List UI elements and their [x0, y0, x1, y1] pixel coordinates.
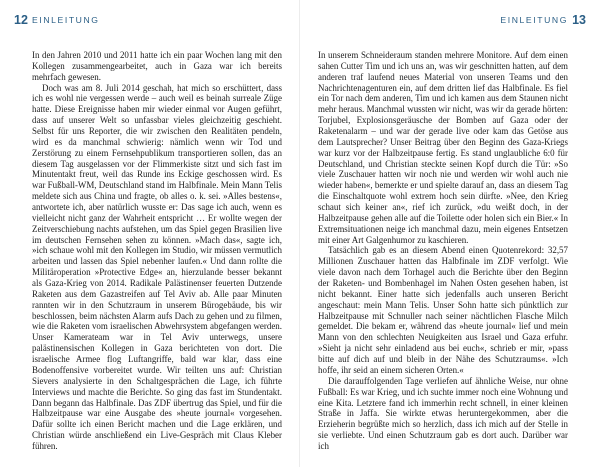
page-number: 12 — [14, 13, 28, 27]
paragraph: Tatsächlich gab es an diesem Abend einen Quotenrekord: 32,57 Millionen Zuschauer hatten das Halbfinale im ZDF verfolgt. Wie viele davon nach dem Torhagel auch die Berichte über den Beginn der Raketen- und Bombenhagel im Nahen Osten gesehen haben, ist nicht bekannt. Einer hatte sich jedenfalls auch unseren Bericht angeschaut: mein Mann Telis. Unser Sohn hatte sich pünktlich zur Halbzeitpause mit Schnuller nach seiner nächtlichen Flasche Milch gemeldet. Die bekam er, während das »heute journal« lief und mein Mann von den schlechten Neuigkeiten aus Israel und Gaza erfuhr. »Sieht ja nicht sehr einladend aus bei euch«, schrieb er mir, »pass bitte auf dich auf und bleib in der Nähe des Schutzraums«. »Ich hoffe, ihr seid an einem sicheren Orten.« — [318, 245, 568, 375]
body-text — [32, 50, 282, 452]
paragraph: Doch was am 8. Juli 2014 geschah, hat mich so erschüttert, dass ich es wohl nie vergessen werde – auch weil es beinah surreale Züge hatte. Diese Ereignisse haben mir wieder einmal vor Augen geführt, dass auf unserer Welt so unfassbar vieles gleichzeitig geschieht. Selbst für uns Reporter, die wir zwischen den Realitäten pendeln, wird es da manchmal schwierig: nämlich wenn wir Tod und Zerstörung zu einem Fernsehpublikum transportieren sollen, das an diesem Tag ausgelassen vor der Flimmerkiste sitzt und sich fast im Minutentakt freut, weil das Runde ins Eckige geschossen wird. Es war Fußball-WM, Deutschland stand im Halbfinale. Mein Mann Telis meldete sich aus China und fragte, ob alles o. k. sei. »Alles bestens«, antwortete ich, aber natürlich wusste er: Das sage ich auch, wenn es vielleicht nicht ganz der Wahrheit entspricht … Er wollte wegen der Zeitverschiebung nachts aufstehen, um das Spiel gegen Brasilien live im deutschen Fernsehen sehen zu können. »Mach das«, sagte ich, »ich schaue wohl mit den Kollegen im Studio, wir müssen vermutlich arbeiten und lassen das Spiel nebenher laufen.« Und dann rollte die Militäroperation »Protective Edge« an, hierzulande besser bekannt als Gaza-Krieg von 2014. Radikale Palästinenser feuerten Dutzende Raketen aus dem Gazastreifen auf Tel Aviv ab. Alle paar Minuten rannten wir in den Schutzraum in unserem Bürogebäude, bis wir beschlossen, beim nächsten Alarm aufs Dach zu gehen und zu filmen, wie die Raketen vom israelischen Abwehrsystem abgefangen werden. Unser Kamerateam war in Tel Aviv unterwegs, unsere palästinensischen Kollegen in Gaza berichteten von dort. Die israelische Armee flog Luftangriffe, bald war klar, dass eine Bodenoffensive vorbereitet wurde. Wir teilten uns auf: Christian Sievers analysierte in den Schaltgesprächen die Lage, ich führte Interviews und machte die Berichte. So ging das fast im Stundentakt. Dann begann das Halbfinale. Das ZDF übertrug das Spiel, und für die Halbzeitpause war eine Ausgabe des »heute journal« vorgesehen. Dafür sollte ich einen Bericht machen und die Lage erklären, und Christian würde anschließend ein Live-Gespräch mit Claus Kleber führen. — [32, 82, 282, 451]
paragraph: Die darauffolgenden Tage verliefen auf ähnliche Weise, nur ohne Fußball: Es war Krieg, und ich suchte immer noch eine Wohnung und eine Kita. Letztere fand ich immerhin recht schnell, in einer kleinen Straße in Jaffa. Sie wirkte etwas heruntergekommen, aber die Erzieherin begrüßte mich so herzlich, dass ich mich auf der Stelle in sie verliebte. Und einen Schutzraum gab es dort auch. Darüber war ich — [318, 375, 568, 451]
right-page — [300, 0, 600, 467]
page-number: 13 — [572, 13, 586, 27]
paragraph: In unserem Schneideraum standen mehrere Monitore. Auf dem einen sahen Cutter Tim und ich uns an, was wir geschnitten hatten, auf dem anderen traf laufend neues Material von unseren Teams und den Nachrichtenagenturen ein, auf dem dritten lief das Halbfinale. Es fiel ein Tor nach dem anderen, Tim und ich kamen aus dem Staunen nicht mehr heraus. Manchmal wussten wir nicht, was wir da gerade hörten: Torjubel, Explosionsgeräusche der Bomben auf Gaza oder der Raketenalarm – und war der gerade live oder kam das Getöse aus dem Lautsprecher? Unser Beitrag über den Beginn des Gaza-Kriegs war kurz vor der Halbzeitpause fertig. Es stand unglaubliche 6:0 für Deutschland, und Christian steckte seinen Kopf durch die Tür: »So viele Zuschauer hatten wir noch nie und werden wir wohl auch nie wieder haben«, bemerkte er und spielte darauf an, dass an diesem Tag die Einschaltquote wohl extrem hoch sein dürfte. »Nee, den Krieg schaut sich keiner an«, rief ich zurück, »du weißt doch, in der Halbzeitpause gehen alle auf die Toilette oder holen sich ein Bier.« In Extremsituationen neige ich manchmal dazu, mein eigenes Entsetzen mit einer Art Galgenhumor zu kaschieren. — [318, 50, 568, 245]
paragraph: In den Jahren 2010 und 2011 hatte ich ein paar Wochen lang mit den Kollegen zusammengearbeitet, auch in Gaza war ich bereits mehrfach gewesen. — [32, 50, 282, 82]
running-head: EINLEITUNG — [500, 15, 568, 25]
running-head: EINLEITUNG — [32, 15, 100, 25]
